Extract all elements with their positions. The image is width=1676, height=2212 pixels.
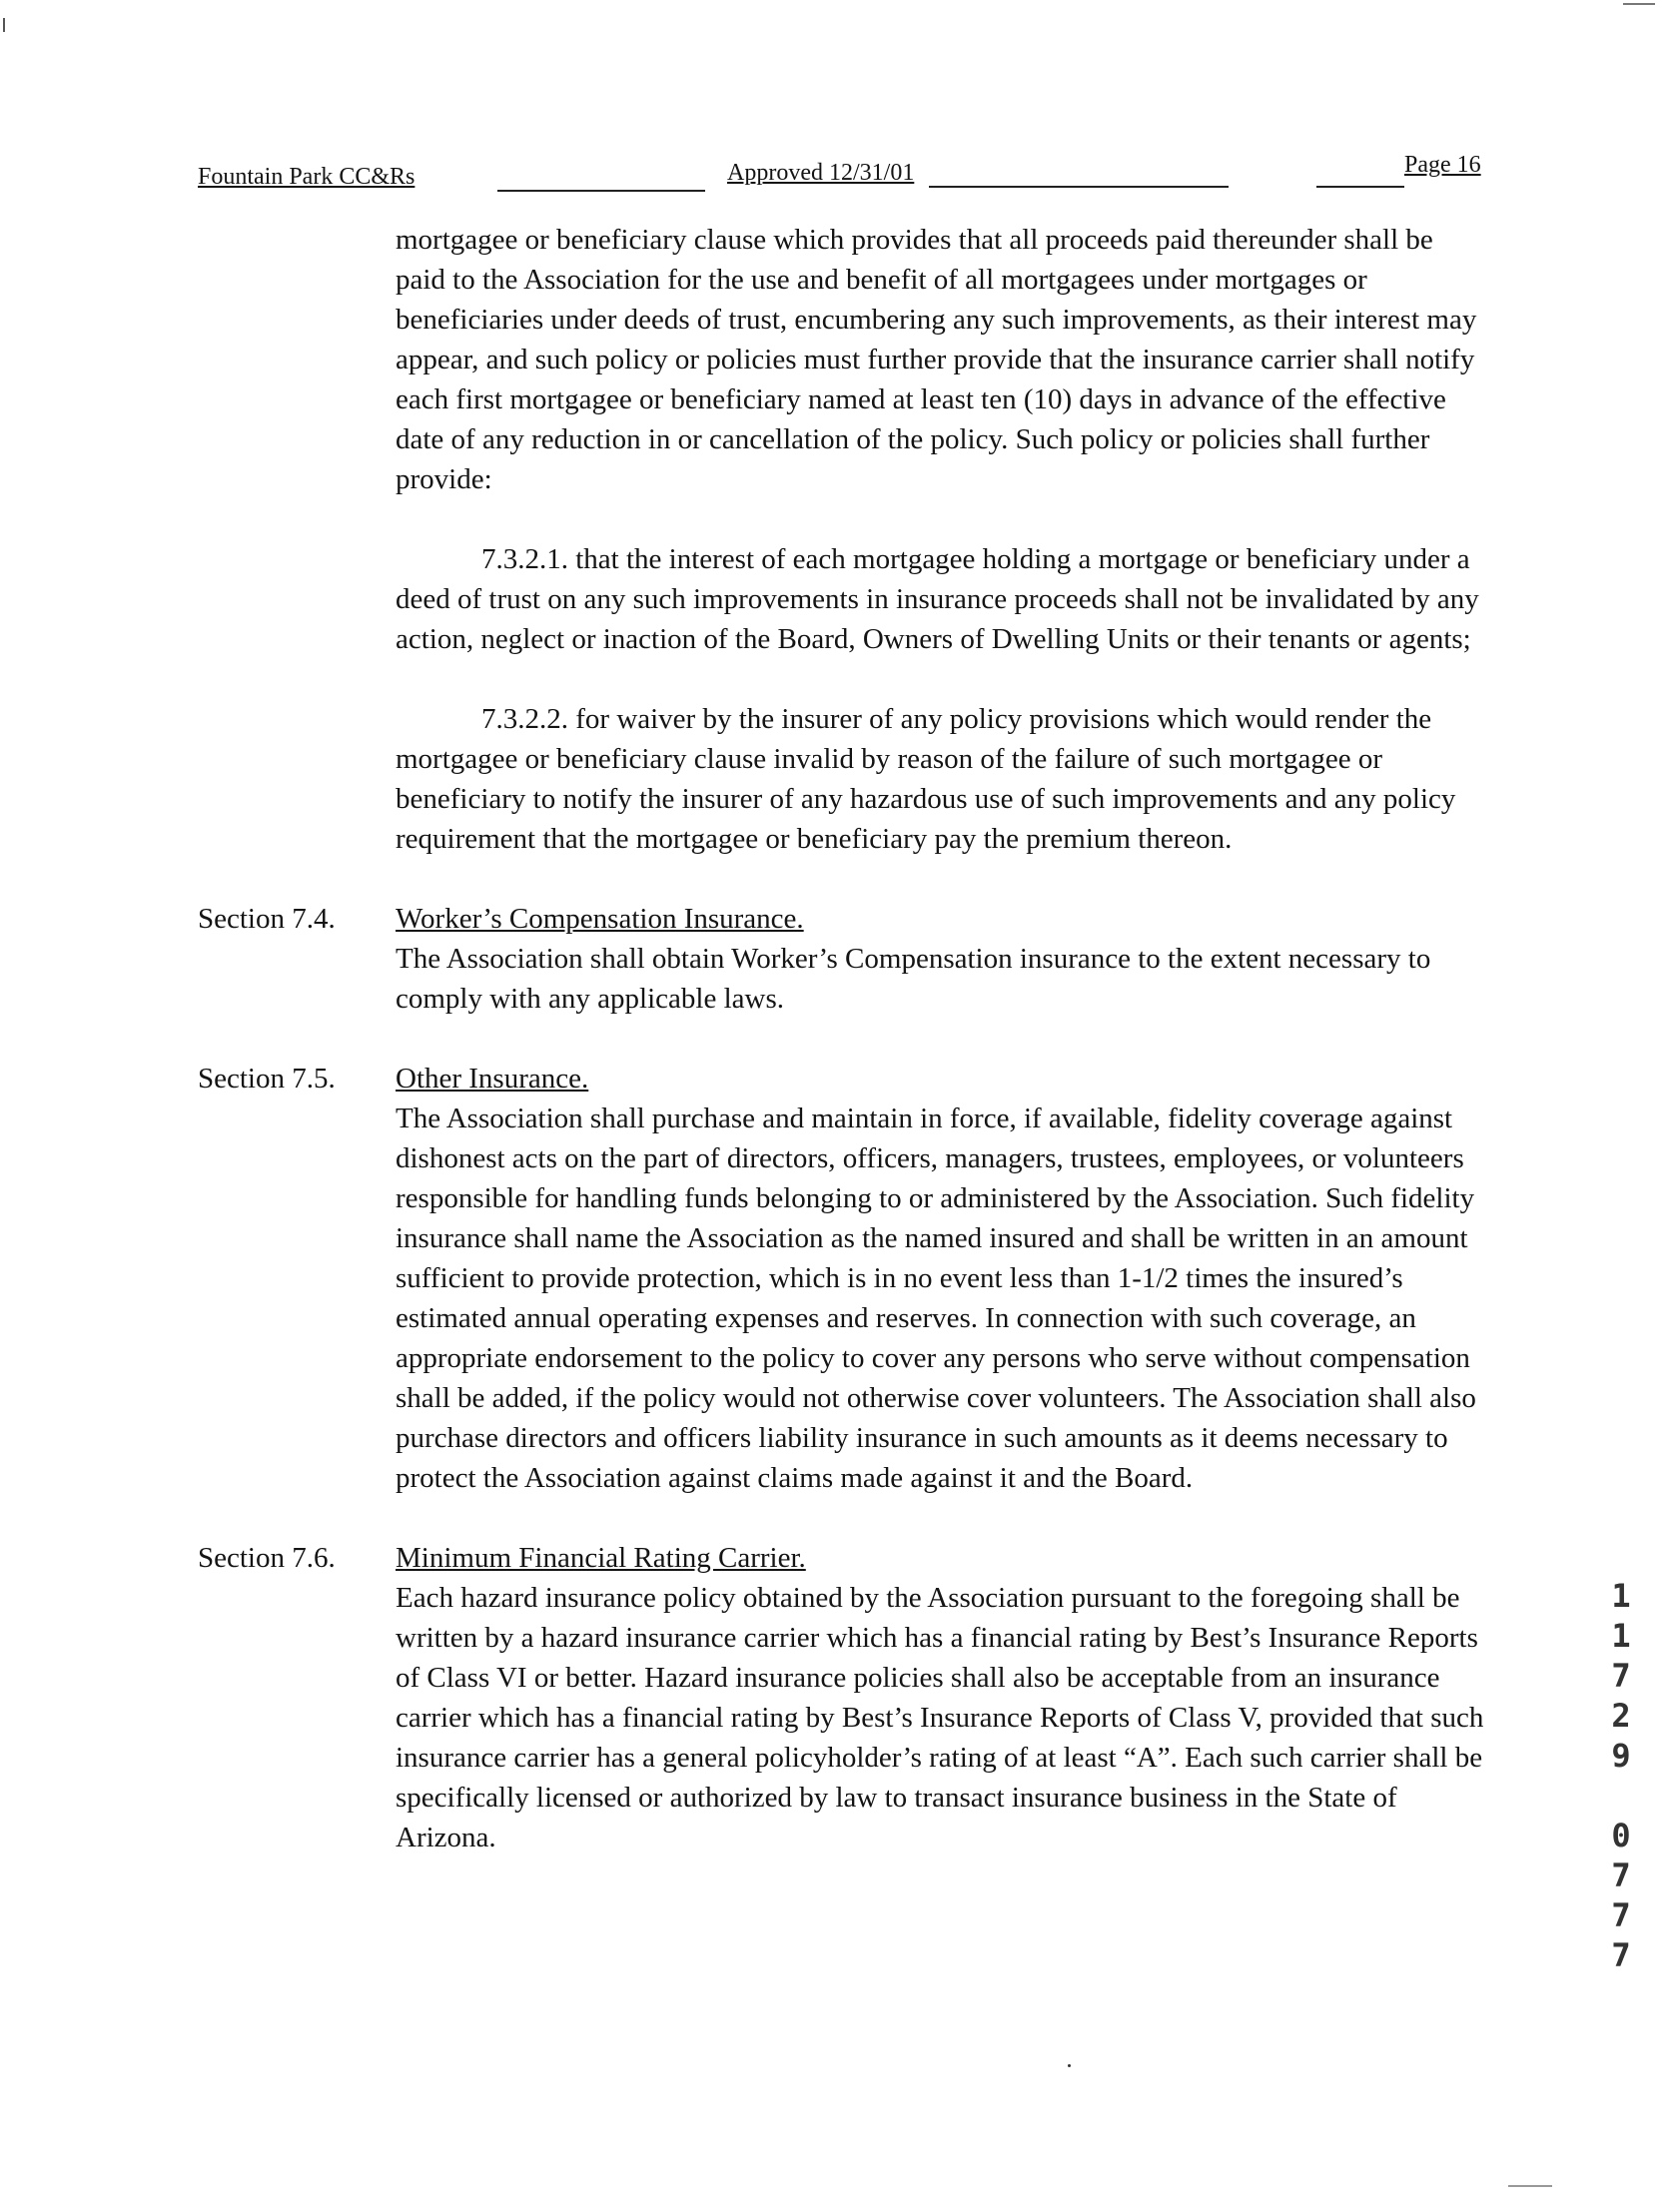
subclause-7-3-2-1: 7.3.2.1. that the interest of each mortgagee holding a mortgage or beneficiary under a deed of trust on any such improvements in insurance proceeds shall not be invalidated by any action, neglect or inaction of the Board, Owners of Dwelling Units or their tenants or agents; — [396, 543, 1479, 655]
document-body — [198, 220, 1496, 1897]
recording-number-stamp — [1606, 1576, 1636, 1975]
section-title: Minimum Financial Rating Carrier. — [396, 1542, 806, 1574]
section-number: Section 7.6. — [198, 1542, 336, 1574]
scan-edge-mark — [1623, 3, 1655, 5]
header-rule — [929, 186, 1229, 188]
scan-speck — [1068, 2064, 1071, 2067]
section-7-5 — [198, 1059, 1496, 1498]
header-rule — [1316, 186, 1404, 188]
recording-digit: 1 — [1611, 1617, 1631, 1655]
header-page-number: Page 16 — [1404, 152, 1481, 178]
section-title: Worker’s Compensation Insurance. — [396, 903, 804, 935]
subclause-7-3-2-2: 7.3.2.2. for waiver by the insurer of any policy provisions which would render the mortgagee or beneficiary clause invalid by reason of the failure of such mortgagee or beneficiary to notify the insurer of any hazardous use of such improvements and any policy requirement that the mortgagee or beneficiary pay the premium thereon. — [396, 703, 1456, 855]
section-number: Section 7.5. — [198, 1063, 336, 1095]
recording-digit: 1 — [1611, 1577, 1631, 1615]
section-title: Other Insurance. — [396, 1063, 589, 1095]
section-number: Section 7.4. — [198, 903, 336, 935]
header-document-title: Fountain Park CC&Rs — [198, 164, 416, 190]
recording-gap — [1606, 1776, 1636, 1816]
recording-digit: 9 — [1611, 1737, 1631, 1775]
recording-digit: 7 — [1611, 1657, 1631, 1695]
header-approval-date: Approved 12/31/01 — [727, 160, 915, 186]
recording-digit: 0 — [1611, 1817, 1631, 1854]
section-text: The Association shall purchase and maintain in force, if available, fidelity coverage against dishonest acts on the part of directors, officers, managers, trustees, employees, or volunteers responsible for handling funds belonging to or administered by the Association. Such fidelity insurance shall name the Association as the named insured and shall be written in an amount sufficient to provide protection, which is in no event less than 1-1/2 times the insured’s estimated annual operating expenses and reserves. In connection with such coverage, an appropriate endorsement to the policy to cover any persons who serve without compensation shall be added, if the policy would not otherwise cover volunteers. The Association shall also purchase directors and officers liability insurance in such amounts as it deems necessary to protect the Association against claims made against it and the Board. — [396, 1103, 1476, 1494]
recording-digit: 7 — [1611, 1936, 1631, 1974]
scan-edge-mark — [1508, 2185, 1552, 2187]
recording-digit: 7 — [1611, 1856, 1631, 1894]
scan-edge-mark — [3, 18, 5, 32]
recording-digit: 7 — [1611, 1896, 1631, 1934]
header-rule — [497, 190, 705, 192]
section-text: Each hazard insurance policy obtained by the Association pursuant to the foregoing shall be written by a hazard insurance carrier which has a financial rating by Best’s Insurance Reports of Class VI or better. Hazard insurance policies shall also be acceptable from an insurance carrier which has a financial rating by Best’s Insurance Reports of Class V, provided that such insurance carrier has a general policyholder’s rating of at least “A”. Each such carrier shall be specifically licensed or authorized by law to transact insurance business in the State of Arizona. — [396, 1582, 1484, 1853]
page-header — [198, 152, 1496, 192]
continuation-paragraph: mortgagee or beneficiary clause which provides that all proceeds paid thereunder shall be paid to the Association for the use and benefit of all mortgagees under mortgages or beneficiaries under deeds of trust, encumbering any such improvements, as their interest may appear, and such policy or policies must further provide that the insurance carrier shall notify each first mortgagee or beneficiary named at least ten (10) days in advance of the effective date of any reduction in or cancellation of the policy. Such policy or policies shall further provide: — [396, 224, 1477, 495]
section-7-6 — [198, 1538, 1496, 1857]
section-text: The Association shall obtain Worker’s Compensation insurance to the extent necessary to comply with any applicable laws. — [396, 943, 1431, 1015]
recording-digit: 2 — [1611, 1697, 1631, 1735]
section-7-4 — [198, 899, 1496, 1019]
